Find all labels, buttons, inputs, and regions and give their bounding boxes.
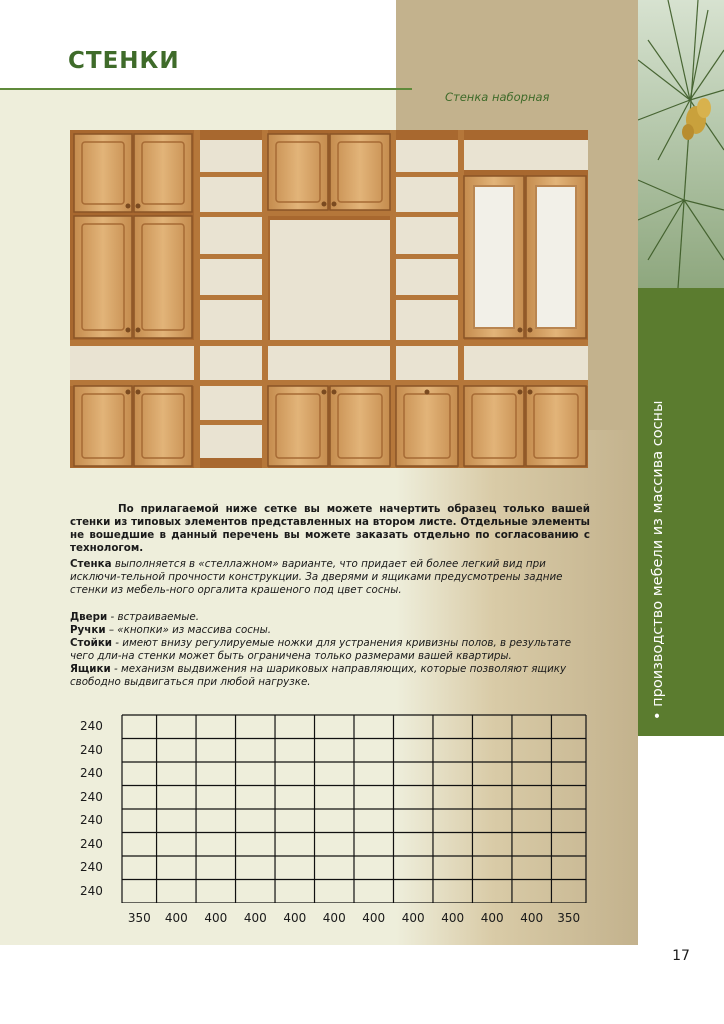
wall-text: выполняется в «стеллажном» варианте, что придает ей более легкий вид при исключи-тельной прочности конструкции. За дверями и ящиками предусмотрены задние стенки из мебель-ного оргалита крашеного под цвет сосны. — [70, 558, 563, 596]
wall-label: Стенка — [70, 558, 112, 570]
features-list — [70, 611, 590, 689]
feature-drawers — [70, 663, 590, 689]
row-label: 240 — [80, 742, 103, 757]
wall-description — [70, 558, 590, 597]
column-label: 400 — [164, 911, 188, 925]
drawers-label: Ящики — [70, 663, 111, 675]
row-label: 240 — [80, 813, 103, 827]
drawing-grid — [120, 713, 590, 903]
feature-handles — [70, 624, 590, 637]
stands-text: - имеют внизу регулируемые ножки для устранения кривизны полов, в результате чего дли-на стенки может быть ограничена только размерами вашей квартиры. — [70, 637, 572, 662]
feature-stands — [70, 637, 590, 663]
column-label: 400 — [283, 911, 307, 925]
handles-label: Ручки — [70, 624, 106, 636]
column-label: 400 — [322, 911, 346, 925]
page-title: СТЕНКИ — [68, 48, 180, 74]
column-label: 350 — [127, 911, 151, 925]
column-label: 400 — [401, 911, 425, 925]
row-label: 240 — [80, 860, 103, 874]
stands-label: Стойки — [70, 637, 113, 649]
row-label: 240 — [80, 719, 103, 733]
section-subtitle: Стенка наборная — [445, 90, 550, 104]
intro-paragraph: По прилагаемой ниже сетке вы можете начертить образец только вашей стенки из типовых элементов представленных на втором листе. Отдельные элементы не вошедшие в данный перечень вы можете заказать отдельно по согласованию с технологом. — [70, 503, 590, 554]
column-label: 400 — [520, 911, 544, 925]
doors-text: - встраиваемые. — [107, 611, 200, 623]
page-number: 17 — [672, 948, 690, 964]
row-label: 240 — [80, 836, 103, 851]
column-label: 350 — [557, 911, 581, 925]
handles-text: – «кнопки» из массива сосны. — [105, 624, 272, 636]
row-label: 240 — [80, 766, 103, 780]
row-label: 240 — [80, 789, 103, 804]
pine-branch-image — [638, 0, 724, 288]
column-label: 400 — [362, 911, 386, 925]
drawers-text: - механизм выдвижения на шариковых направляющих, которые позволяют ящику свободно выдвигаться при любой нагрузке. — [70, 663, 567, 688]
feature-doors — [70, 611, 590, 624]
row-label: 240 — [80, 883, 103, 898]
column-label: 400 — [441, 911, 465, 925]
side-tagline: • производство мебели из массива сосны — [650, 400, 666, 720]
wall-unit-image — [70, 130, 588, 468]
column-label: 400 — [204, 911, 228, 925]
bottom-margin — [0, 945, 638, 1024]
title-divider — [0, 88, 412, 90]
doors-label: Двери — [70, 611, 108, 623]
column-label: 400 — [243, 911, 267, 925]
column-label: 400 — [480, 911, 504, 925]
drawing-grid-area — [80, 713, 600, 933]
